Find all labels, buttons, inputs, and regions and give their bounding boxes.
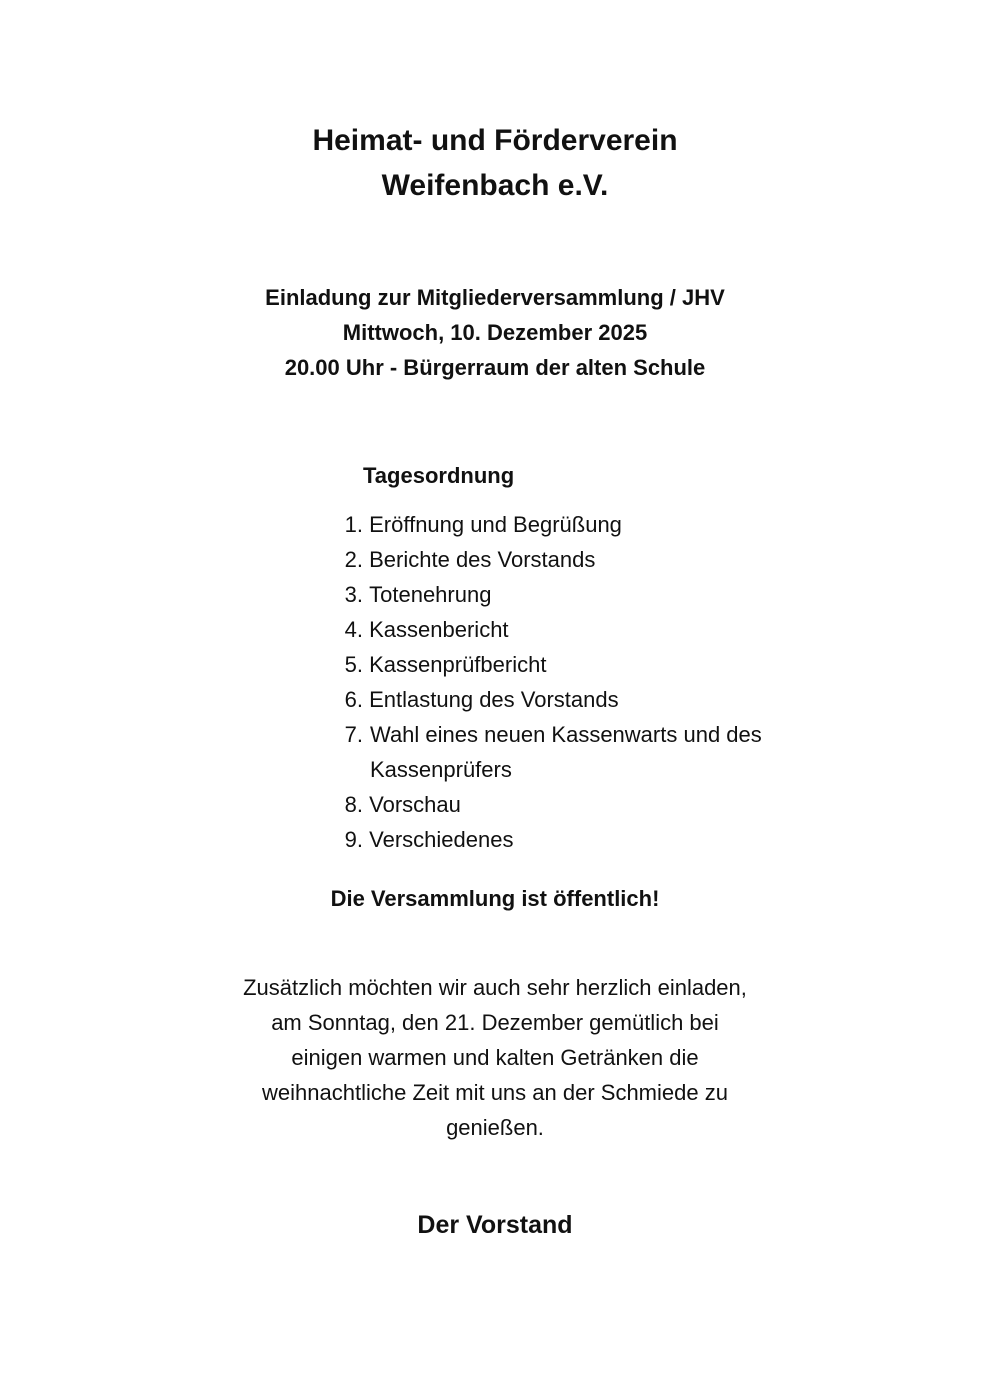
agenda-item-text: Kassenbericht xyxy=(369,617,509,642)
invitation-time-place: 20.00 Uhr - Bürgerraum der alten Schule xyxy=(284,355,706,380)
agenda-item-text: Entlastung des Vorstands xyxy=(369,687,619,712)
agenda-item xyxy=(323,717,843,787)
club-name-line-2: Weifenbach e.V. xyxy=(381,169,609,202)
agenda-item-text: Wahl eines neuen Kassenwarts und des Kassenprüfers xyxy=(370,722,762,782)
agenda-item-number: 1. xyxy=(344,512,363,537)
invitation-title: Einladung zur Mitgliederversammlung / JHV xyxy=(265,285,725,310)
agenda-item xyxy=(323,577,843,612)
agenda-item xyxy=(323,507,843,542)
additional-line: am Sonntag, den 21. Dezember gemütlich bei xyxy=(271,1010,719,1035)
agenda-item xyxy=(323,612,843,647)
agenda-item-text: Totenehrung xyxy=(369,582,492,607)
agenda-item xyxy=(323,542,843,577)
club-name-line-1: Heimat- und Förderverein xyxy=(312,124,678,157)
agenda-item-number: 6. xyxy=(344,687,363,712)
additional-line: Zusätzlich möchten wir auch sehr herzlich einladen, xyxy=(243,975,747,1000)
agenda-item-number: 7. xyxy=(344,722,363,747)
agenda-item-number: 2. xyxy=(344,547,363,572)
agenda-item xyxy=(323,822,843,857)
agenda-item xyxy=(323,787,843,822)
additional-invitation xyxy=(195,970,795,1145)
signoff: Der Vorstand xyxy=(417,1211,573,1239)
agenda-item-text: Vorschau xyxy=(369,792,461,817)
invitation-date: Mittwoch, 10. Dezember 2025 xyxy=(342,320,648,345)
agenda-heading: Tagesordnung xyxy=(363,463,515,488)
agenda-item-text: Berichte des Vorstands xyxy=(369,547,596,572)
agenda-item xyxy=(323,647,843,682)
additional-line: einigen warmen und kalten Getränken die xyxy=(291,1045,699,1070)
agenda-item-text: Eröffnung und Begrüßung xyxy=(369,512,622,537)
public-note: Die Versammlung ist öffentlich! xyxy=(330,886,660,911)
additional-line: genießen. xyxy=(446,1115,544,1140)
agenda-item-number: 5. xyxy=(344,652,363,677)
agenda-item xyxy=(323,682,843,717)
agenda-item-number: 4. xyxy=(344,617,363,642)
agenda-item-number: 3. xyxy=(344,582,363,607)
agenda-item-number: 9. xyxy=(344,827,363,852)
invitation-block xyxy=(0,280,990,385)
additional-line: weihnachtliche Zeit mit uns an der Schmiede zu xyxy=(262,1080,728,1105)
agenda-item-text: Verschiedenes xyxy=(369,827,514,852)
club-name xyxy=(0,118,990,208)
agenda-item-number: 8. xyxy=(344,792,363,817)
agenda-list xyxy=(323,507,843,857)
agenda-item-text: Kassenprüfbericht xyxy=(369,652,547,677)
